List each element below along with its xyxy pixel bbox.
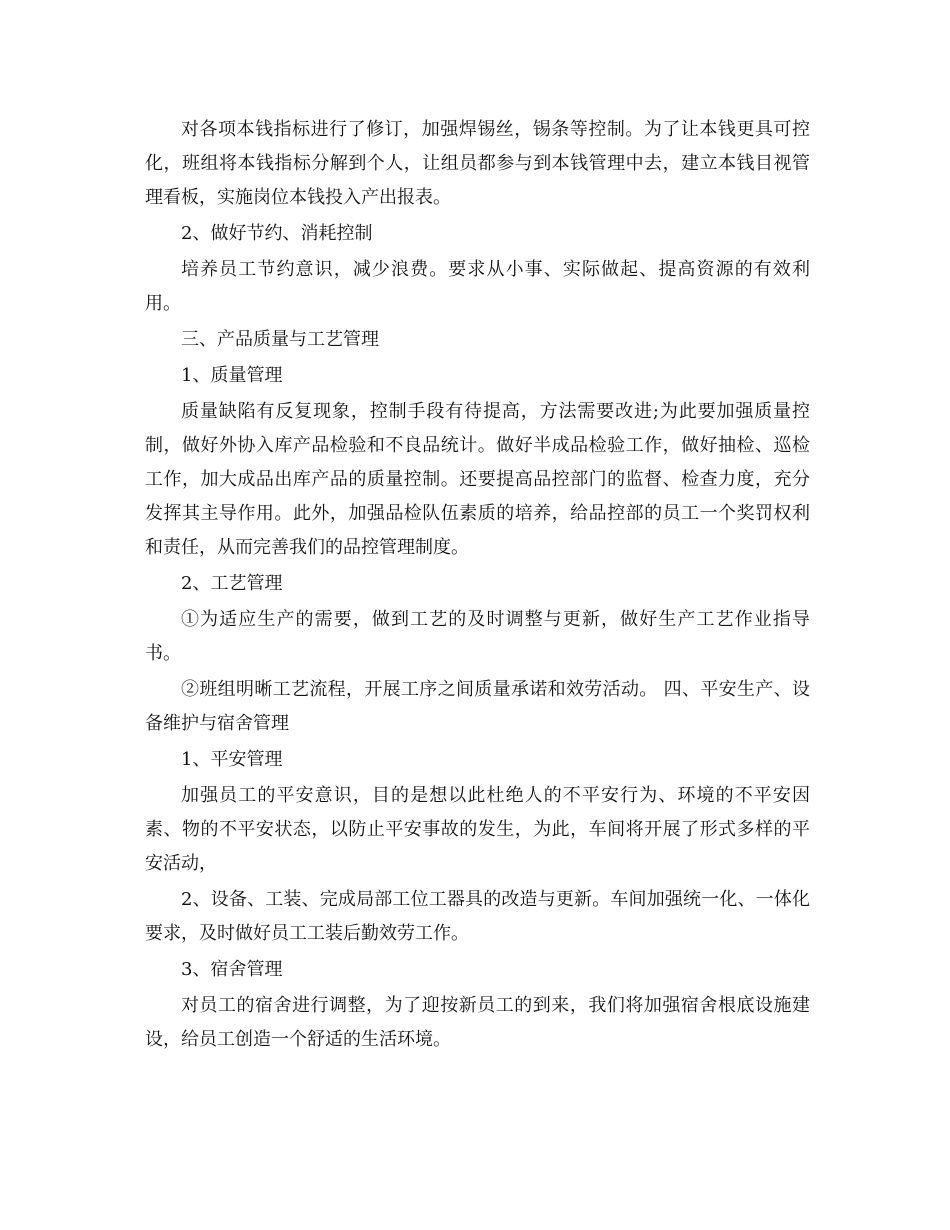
heading-dormitory-management: 3、宿舍管理 — [181, 959, 283, 980]
heading-process-management: 2、工艺管理 — [181, 573, 283, 594]
section-heading-quality-process: 三、产品质量与工艺管理 — [181, 329, 379, 350]
heading-safety-management: 1、平安管理 — [181, 749, 283, 770]
paragraph-process-2: ②班组明晰工艺流程，开展工序之间质量承诺和效劳活动。 四、平安生产、设备维护与宿舍管理 — [145, 679, 810, 734]
paragraph-quality: 质量缺陷有反复现象，控制手段有待提高，方法需要改进;为此要加强质量控制，做好外协入库产品检验和不良品统计。做好半成品检验工作，做好抽检、巡检工作，加大成品出库产品的质量控制。还要提高品控部门的监督、检查力度，充分发挥其主导作用。此外，加强品检队伍素质的培养，给品控部的员工一个奖罚权利和责任，从而完善我们的品控管理制度。 — [145, 401, 810, 558]
paragraph-equipment: 2、设备、工装、完成局部工位工器具的改造与更新。车间加强统一化、一体化要求，及时做好员工工装后勤效劳工作。 — [145, 889, 810, 944]
paragraph-process-1: ①为适应生产的需要，做到工艺的及时调整与更新，做好生产工艺作业指导书。 — [145, 609, 810, 664]
document-body — [145, 113, 810, 1059]
paragraph-dormitory: 对员工的宿舍进行调整，为了迎按新员工的到来，我们将加强宿舍根底设施建设，给员工创造一个舒适的生活环境。 — [145, 995, 810, 1050]
heading-saving-consumption: 2、做好节约、消耗控制 — [181, 223, 373, 244]
heading-quality-management: 1、质量管理 — [181, 365, 283, 386]
paragraph-saving: 培养员工节约意识，减少浪费。要求从小事、实际做起、提高资源的有效利用。 — [145, 259, 810, 314]
paragraph-safety: 加强员工的平安意识，目的是想以此杜绝人的不平安行为、环境的不平安因素、物的不平安状态，以防止平安事故的发生，为此，车间将开展了形式多样的平安活动， — [145, 785, 810, 874]
paragraph-cost-control: 对各项本钱指标进行了修订，加强焊锡丝，锡条等控制。为了让本钱更具可控化，班组将本钱指标分解到个人，让组员都参与到本钱管理中去，建立本钱目视管理看板，实施岗位本钱投入产出报表。 — [145, 119, 810, 208]
